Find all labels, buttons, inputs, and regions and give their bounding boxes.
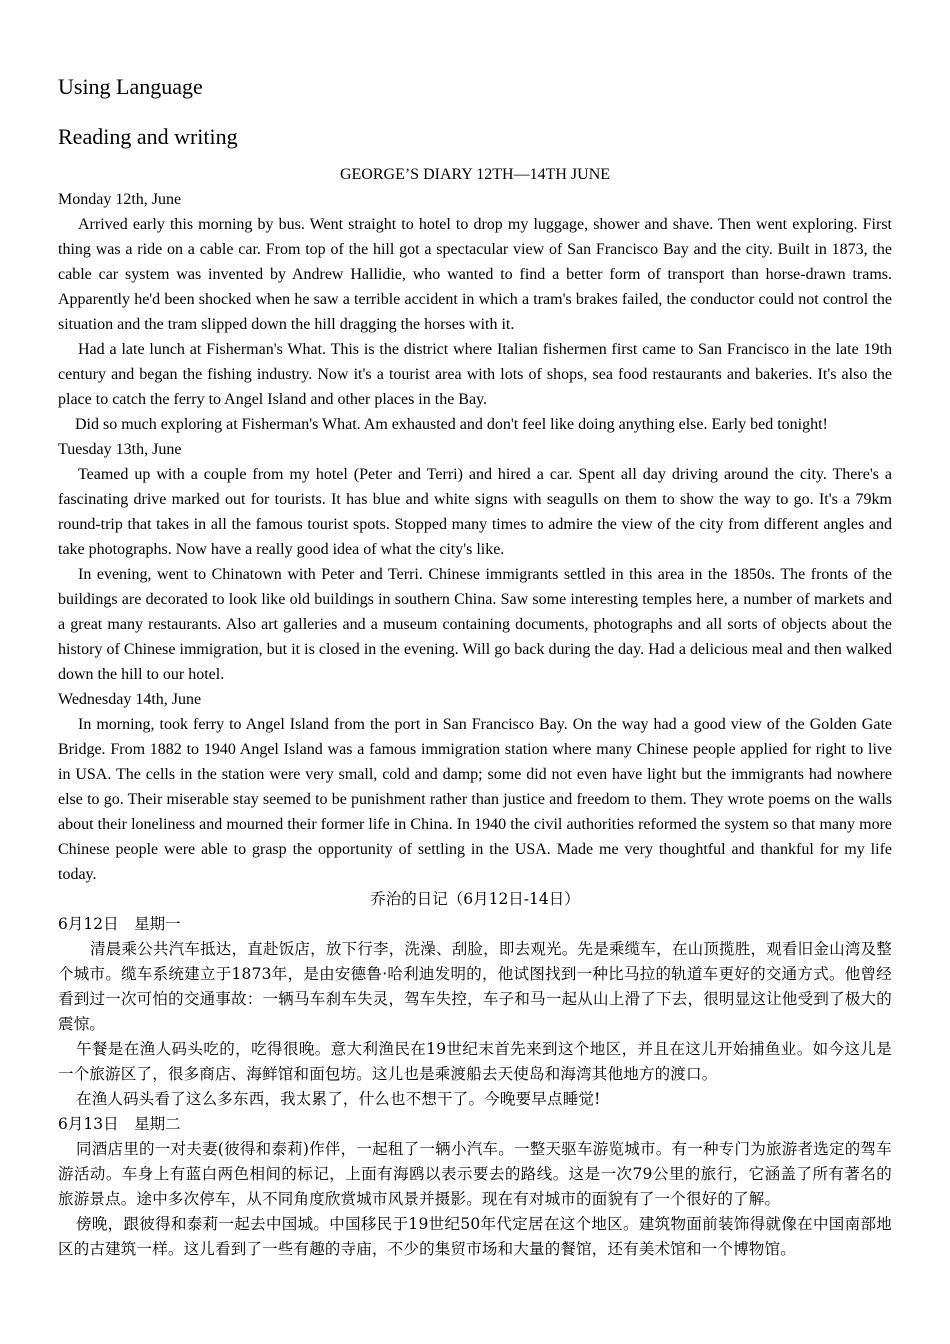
chinese-paragraph: 在渔人码头看了这么多东西，我太累了，什么也不想干了。今晚要早点睡觉! (76, 1090, 601, 1108)
paragraph: Had a late lunch at Fisherman's What. This is the district where Italian fishermen first came to San Francisco in the late 19th century and began the fishing industry. Now it's a tourist area with lots of shops, sea food restaurants and bakeries. It's also the place to catch the ferry to Angel Island and other places in the Bay. (58, 341, 892, 408)
paragraph: In morning, took ferry to Angel Island from the port in San Francisco Bay. On the way had a good view of the Golden Gate Bridge. From 1882 to 1940 Angel Island was a famous immigration station where many Chinese people applied for right to live in USA. The cells in the station were very small, cold and damp; some did not even have light but the immigrants had nowhere else to go. Their miserable stay seemed to be punishment rather than justice and freedom to them. They wrote poems on the walls about their loneliness and mourned their former life in China. In 1940 the civil authorities reformed the system so that many more Chinese people were able to grasp the opportunity of settling in the USA. Made me very thoughtful and thankful for my life today. (58, 716, 892, 883)
paragraph: Did so much exploring at Fisherman's What. Am exhausted and don't feel like doing anything else. Early bed tonight! (75, 416, 828, 433)
date-tuesday: Tuesday 13th, June (58, 441, 182, 458)
date-wednesday: Wednesday 14th, June (58, 691, 202, 708)
paragraph: Teamed up with a couple from my hotel (Peter and Terri) and hired a car. Spent all day driving around the city. There's a fascinating drive marked out for tourists. It has blue and white signs with seagulls on them to show the way to go. It's a 79km round-trip that takes in all the famous tourist spots. Stopped many times to admire the view of the city from different angles and take photographs. Now have a really good idea of what the city's like. (58, 466, 892, 558)
paragraph: Arrived early this morning by bus. Went straight to hotel to drop my luggage, shower and shave. Then went exploring. First thing was a ride on a cable car. From top of the hill got a spectacular view of San Francisco Bay and the city. Built in 1873, the cable car system was invented by Andrew Hallidie, who wanted to find a better form of transport than horse-drawn trams. Apparently he'd been shocked when he saw a terrible accident in which a tram's brakes failed, the conductor could not control the situation and the tram slipped down the hill dragging the horses with it. (58, 216, 892, 333)
date-monday: Monday 12th, June (58, 191, 182, 208)
chinese-paragraph: 同酒店里的一对夫妻(彼得和泰莉)作伴，一起租了一辆小汽车。一整天驱车游览城市。有一种专门为旅游者选定的驾车游活动。车身上有蓝白两色相间的标记，上面有海鸥以表示要去的路线。这是一次79公里的旅行，它涵盖了所有著名的旅游景点。途中多次停车，从不同角度欣赏城市风景并摄影。现在有对城市的面貌有了一个很好的了解。 (58, 1140, 892, 1208)
paragraph: In evening, went to Chinatown with Peter and Terri. Chinese immigrants settled in this area in the 1850s. The fronts of the buildings are decorated to look like old buildings in southern China. Saw some interesting temples here, a number of markets and a great many restaurants. Also art galleries and a museum containing documents, photographs and all sorts of objects about the history of Chinese immigration, but it is closed in the evening. Will go back during the day. Had a delicious meal and then walked down the hill to our hotel. (58, 566, 892, 683)
chinese-paragraph: 清晨乘公共汽车抵达，直赴饭店，放下行李，洗澡、刮脸，即去观光。先是乘缆车，在山顶揽胜，观看旧金山湾及整个城市。缆车系统建立于1873年，是由安德鲁·哈利迪发明的，他试图找到一种比马拉的轨道车更好的交通方式。他曾经看到过一次可怕的交通事故：一辆马车刹车失灵，驾车失控，车子和马一起从山上滑了下去，很明显这让他受到了极大的震惊。 (58, 940, 892, 1033)
chinese-paragraph: 午餐是在渔人码头吃的，吃得很晚。意大利渔民在19世纪末首先来到这个地区，并且在这儿开始捕鱼业。如今这儿是一个旅游区了，很多商店、海鲜馆和面包坊。这儿也是乘渡船去天使岛和海湾其他地方的渡口。 (58, 1040, 892, 1083)
chinese-date-tuesday: 6月13日 星期二 (58, 1115, 181, 1133)
chinese-date-monday: 6月12日 星期一 (58, 915, 181, 933)
subsection-heading: Reading and writing (58, 124, 238, 149)
diary-title: GEORGE’S DIARY 12TH—14TH JUNE (339, 166, 611, 183)
document-page (58, 72, 892, 1262)
chinese-paragraph: 傍晚，跟彼得和泰莉一起去中国城。中国移民于19世纪50年代定居在这个地区。建筑物面前装饰得就像在中国南部地区的古建筑一样。这儿看到了一些有趣的寺庙，不少的集贸市场和大量的餐馆，还有美术馆和一个博物馆。 (58, 1215, 892, 1258)
chinese-diary-title: 乔治的日记（6月12日-14日） (370, 890, 580, 908)
section-heading: Using Language (58, 74, 203, 99)
